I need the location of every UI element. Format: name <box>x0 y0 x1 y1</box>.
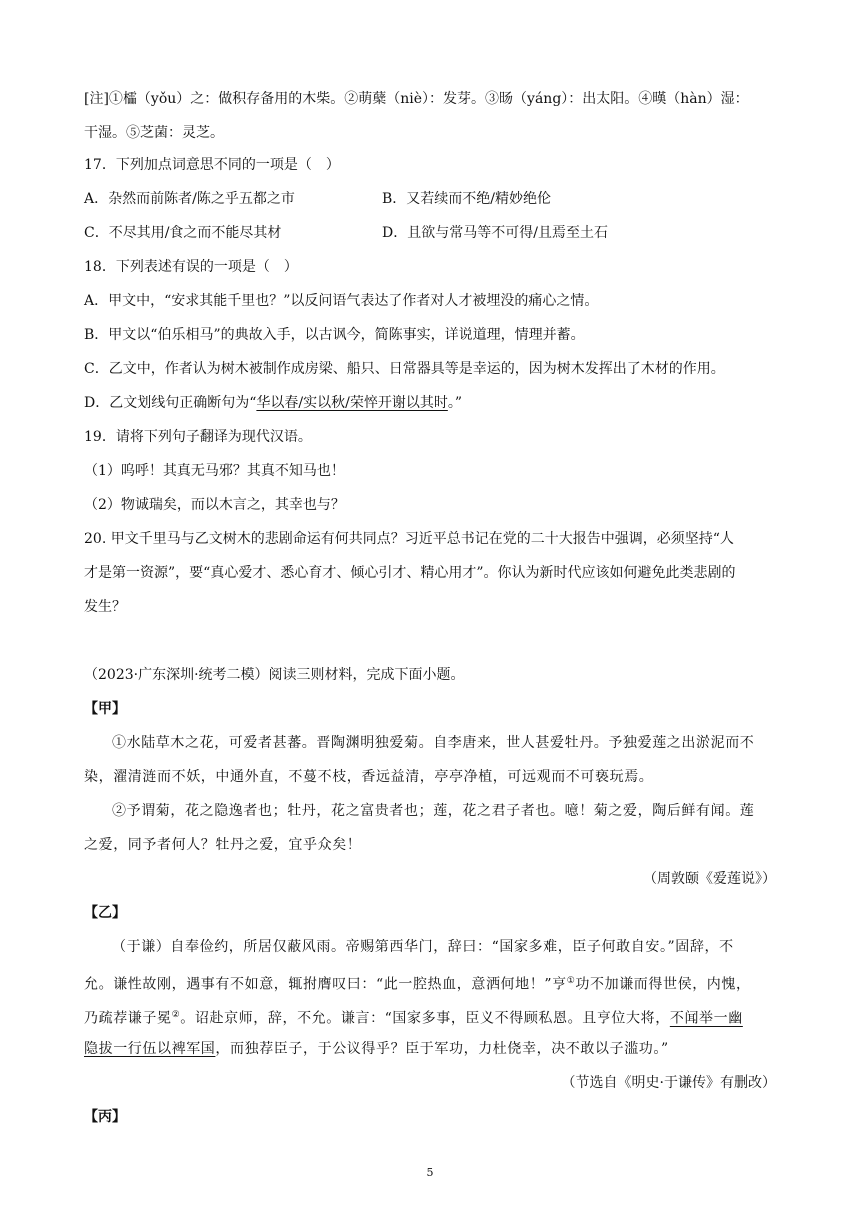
yi-line-3-b: 。诏赴京师，辞，不允。谦言：“国家多事，臣义不得顾私恩。且亨位大将， <box>180 1010 670 1027</box>
passage-jia-p1-line-1: ①水陆草木之花，可爱者甚蕃。晋陶渊明独爱菊。自李唐来，世人甚爱牡丹。予独爱莲之出淤泥而不 <box>112 735 755 751</box>
passage-yi-line-4 <box>84 1038 669 1060</box>
passage-yi-line-1: （于谦）自奉俭约，所居仅蔽风雨。帝赐第西华门，辞曰：“国家多难，臣子何敢自安。”固辞，不 <box>112 939 734 955</box>
section-intro: （2023·广东深圳·统考二模）阅读三则材料，完成下面小题。 <box>84 667 465 683</box>
yi-underlined-part-1: 不闻举一幽 <box>669 1010 743 1027</box>
question-20-line-1: 20. 甲文千里马与乙文树木的悲剧命运有何共同点？习近平总书记在党的二十大报告中强调，必须坚持“人 <box>84 531 734 547</box>
question-17-option-d: D．且欲与常马等不可得/且焉至土石 <box>382 225 608 241</box>
yi-line-3-a: 乃疏荐谦子冕 <box>84 1010 172 1027</box>
passage-jia-p1-line-2: 染，濯清涟而不妖，中通外直，不蔓不枝，香远益清，亭亭净植，可远观而不可亵玩焉。 <box>84 769 654 785</box>
passage-jia-p2-line-2: 之爱，同予者何人？牡丹之爱，宜乎众矣！ <box>84 837 362 853</box>
question-18-stem: 18．下列表述有误的一项是（ ） <box>84 259 298 275</box>
question-18-option-d <box>84 392 462 414</box>
note-line-2: 干湿。⑤芝菌：灵芝。 <box>84 125 224 141</box>
question-17-option-b: B．又若续而不绝/精妙绝伦 <box>382 191 552 207</box>
question-19-sentence-1: （1）呜呼！其真无马邪？其真不知马也！ <box>84 463 345 479</box>
passage-yi-source: （节选自《明史·于谦传》有删改） <box>561 1075 776 1091</box>
question-18-option-a: A．甲文中，“安求其能千里也？”以反问语气表达了作者对人才被埋没的痛心之情。 <box>84 293 599 309</box>
question-17-option-c: C．不尽其用/食之而不能尽其材 <box>84 225 282 241</box>
question-19-stem: 19．请将下列句子翻译为现代汉语。 <box>84 429 312 445</box>
passage-yi-label: 【乙】 <box>84 905 126 921</box>
question-17-stem: 17．下列加点词意思不同的一项是（ ） <box>84 157 340 173</box>
yi-line-4-rest: ，而独荐臣子，于公议得乎？臣于军功，力杜侥幸，决不敢以子滥功。” <box>215 1041 669 1057</box>
question-19-sentence-2: （2）物诚瑞矣，而以木言之，其幸也与？ <box>84 497 345 513</box>
underlined-sentence: 华以春/实以秋/荣悴开谢以其时 <box>256 395 448 411</box>
option-d-prefix: D．乙文划线句正确断句为“ <box>84 395 257 411</box>
footnote-marker-2: ② <box>171 1010 181 1020</box>
page-number: 5 <box>426 1166 434 1179</box>
passage-jia-source: （周敦颐《爱莲说》） <box>643 871 776 887</box>
question-18-option-b: B．甲文以“伯乐相马”的典故入手，以古讽今，简陈事实，详说道理，情理并蓄。 <box>84 327 585 343</box>
question-17-option-a: A．杂然而前陈者/陈之乎五都之市 <box>84 191 295 207</box>
passage-jia-label: 【甲】 <box>84 701 126 717</box>
question-20-line-2: 才是第一资源”，要“真心爱才、悉心育才、倾心引才、精心用才”。你认为新时代应该如何避免此类悲剧的 <box>84 565 736 581</box>
yi-line-2-rest: 功不加谦而得世侯，内愧， <box>575 976 751 993</box>
note-line-1: [注]①櫺（yǒu）之：做积存备用的木柴。②萌蘖（niè）：发芽。③旸（yáng）：出太阳。④暵（hàn）湿： <box>84 91 749 107</box>
yi-line-2-text: 允。谦性故刚，遇事有不如意，辄拊膺叹曰：“此一腔热血，意洒何地！”亨 <box>84 976 567 993</box>
question-18-option-c: C．乙文中，作者认为树木被制作成房梁、船只、日常器具等是幸运的，因为树木发挥出了木材的作用。 <box>84 361 725 377</box>
footnote-marker-1: ① <box>566 976 576 986</box>
passage-bing-label: 【丙】 <box>84 1109 126 1125</box>
option-d-suffix: 。” <box>447 395 462 411</box>
passage-yi-line-2 <box>84 970 751 996</box>
question-20-line-3: 发生？ <box>84 599 126 615</box>
passage-jia-p2-line-1: ②予谓菊，花之隐逸者也；牡丹，花之富贵者也；莲，花之君子者也。噫！菊之爱，陶后鲜有闻。莲 <box>112 803 755 819</box>
passage-yi-line-3 <box>84 1004 743 1030</box>
yi-underlined-part-2: 隐拔一行伍以裨军国 <box>84 1041 216 1057</box>
